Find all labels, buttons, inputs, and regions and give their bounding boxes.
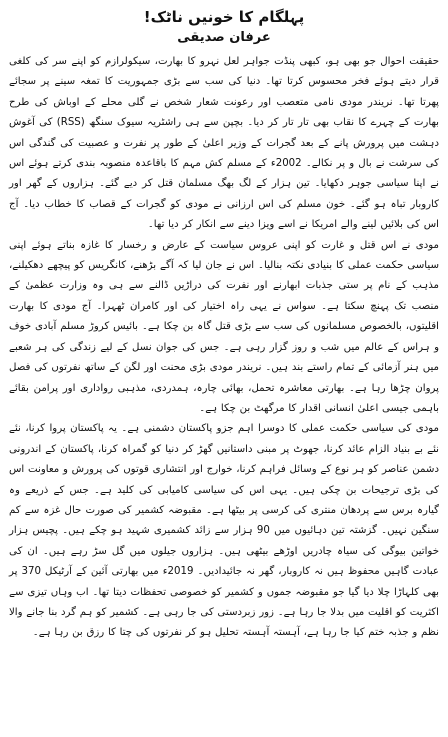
article-paragraph: مودی نے اس قتل و غارت کو اپنی عروس سیاست کے عارض و رخسار کا غازہ بناتے ہوئے اپنی سیاسی حکمت عملی کا بنیادی نکتہ بنالیا۔ اس نے جان لیا کہ آگے بڑھنے، کانگریس کو پیچھے دھکیلنے، مذہب کے نام پر ستی جذبات ابھارنے اور نفرت کی دراڑیں ڈالنے سے ہی وہ وزارت عظمیٰ کے منصب تک پہنچ سکتا ہے۔ سواس نے یہی راہ اختیار کی اور کامران ٹھہرا۔ آج مودی کا بھارت اقلیتوں، بالخصوص مسلمانوں کی سب سے بڑی قتل گاہ بن چکا ہے۔ بائیس کروڑ مسلم آبادی خوف و ہراس کے عالم میں شب و روز گزار رہی ہے۔ جس کی جوان نسل کے لیے زندگی کی ہر شعبے میں ہنر آزمائی کے تمام راستے بند ہیں۔ نریندر مودی بڑی محنت اور لگن کے ساتھ نفرتوں کی فصل پروان چڑھا رہا ہے۔ بھارتی معاشرہ تحمل، بھائی چارہ، ہمدردی، مذہبی رواداری اور پرامن بقائے باہمی جیسی اعلیٰ انسانی اقدار کا مرگھٹ بن چکا ہے۔: [9, 239, 439, 414]
article-paragraph: مودی کی سیاسی حکمت عملی کا دوسرا اہم جزو پاکستان دشمنی ہے۔ یہ پاکستان پروا کرنا، نئے نئے بے بنیاد الزام عائد کرنا، جھوٹ پر مبنی داستانیں گھڑ کر دنیا کو گمراہ کرنا، پاکستان کے اندرونی دشمن عناصر کو ہر نوع کے وسائل فراہم کرنا، خوارج اور انتشاری قوتوں کی پرورش و معاونت اس کی بڑی ترجیحات بن چکی ہیں۔ یہی اس کی سیاسی کامیابی کی کلید ہے۔ جس کے ذریعے وہ گیارہ برس سے پردھان منتری کی کرسی پر بیٹھا ہے۔ مقبوضہ کشمیر کی صورت حال غزہ سے کم سنگین نہیں۔ گزشتہ تین دہائیوں میں 90 ہزار سے زائد کشمیری شہید ہو چکے ہیں۔ پچیس ہزار خواتین بیوگی کی سیاہ چادریں اوڑھے بیٹھی ہیں۔ ہزاروں جیلوں میں گل سڑ رہے ہیں۔ ان کی عبادت گاہیں محفوظ ہیں نہ کاروبار، گھر نہ جائیدادیں۔ 2019ء میں بھارتی آئین کے آرٹیکل 370 پر بھی کلہاڑا چلا دیا گیا جو مقبوضہ جموں و کشمیر کو خصوصی تحفظات دیتا تھا۔ اب وہاں تیزی سے اکثریت کو اقلیت میں بدلا جا رہا ہے۔ زور زبردستی کی جا رہی ہے۔ کشمیر کو ہم گرد بنا جانے والا نظم و جذبہ ختم کیا جا رہا ہے، آہستہ آہستہ تحلیل ہو کر نفرتوں کی چتا کا رزق بن رہا ہے۔: [9, 423, 439, 639]
article-title: پہلگام کا خونیں ناٹک!: [143, 8, 305, 26]
article-paragraph: حقیقت احوال جو بھی ہو، کبھی پنڈت جواہر لعل نہرو کا بھارت، سیکولرازم کو اپنے سر کی کلغی قرار دیتے ہوئے فخر محسوس کرتا تھا۔ دنیا کی سب سے بڑی جمہوریت کا تمغہ سینے پر سجائے پھرتا تھا۔ نریندر مودی نامی متعصب اور رعونت شعار شخص نے گلی محلے کے اوباش کی طرح بھارت کے چہرے کا نقاب بھی تار تار کر دیا۔ بچپن سے ہی راشٹریہ سیوک سنگھ (RSS) کی آغوش دہشت میں پرورش پانے کے بعد گجرات کے وزیر اعلیٰ کے طور پر نفرت و عصبیت کی گندگی اس کی سرشت نے بال و پر نکالے۔ 2002ء کے مسلم کش مہم کا باقاعدہ منصوبہ بندی کرتے ہوئے اس نے اپنا سیاسی جوہر دکھایا۔ تین ہزار کے لگ بھگ مسلمان قتل کر دیے گئے۔ ہزاروں کے گھر اور کاروبار تباہ ہو گئے۔ خون مسلم کی اس ارزانی نے مودی کو گجرات کے قصاب کا خطاب دیا۔ آج اس کی بلائیں لینے والے امریکا نے اسے ویزا دینے سے انکار کر دیا تھا۔: [9, 56, 439, 231]
article-author: عرفان صدیقی: [177, 30, 271, 45]
article-body: [9, 52, 439, 644]
